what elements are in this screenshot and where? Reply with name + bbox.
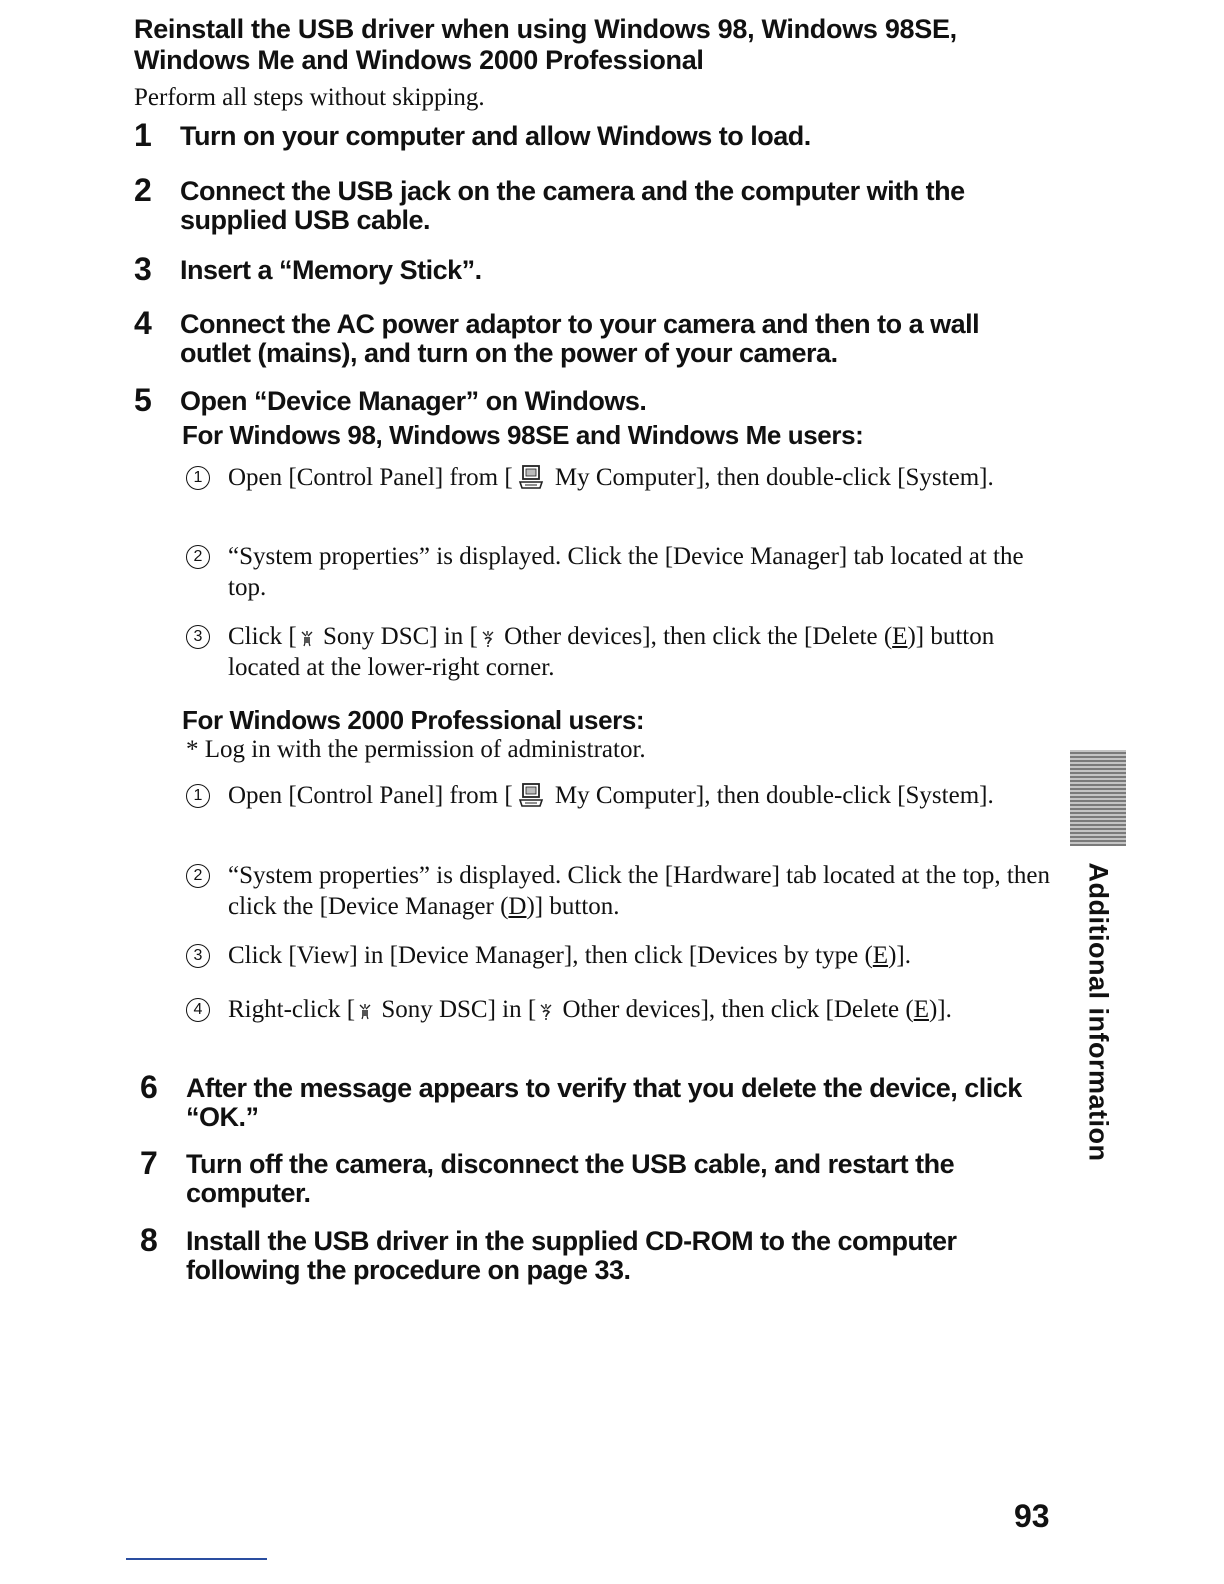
footer-rule [126,1558,267,1560]
circled-number: 2 [186,864,210,888]
step-4 [134,305,1034,368]
step-number: 4 [134,305,152,341]
step-number: 5 [134,382,152,418]
circled-number: 3 [186,944,210,968]
win2000-item-1 [186,780,1006,811]
win2000-item-2 [186,860,1056,922]
step-number: 1 [134,117,152,153]
text-part: Open [Control Panel] from [ [228,464,513,491]
win2000-item-3 [186,940,1056,971]
step-6 [140,1069,1070,1132]
step-7 [140,1145,1020,1208]
shortcut-key: E [913,996,929,1023]
step-number: 6 [140,1069,158,1105]
admin-note: * Log in with the permission of administrator. [186,736,646,763]
text-part: )]. [928,996,952,1023]
text-part: Click [ [228,623,297,650]
circled-number: 2 [186,545,210,569]
step-number: 7 [140,1145,158,1181]
text-part: Right-click [ [228,996,356,1023]
circled-number: 4 [186,998,210,1022]
device-icon [300,629,314,647]
shortcut-key: E [872,942,889,969]
my-computer-icon [517,464,545,490]
step-text: Turn on your computer and allow Windows to load. [180,121,811,151]
text-part: My Computer], then double-click [System]. [548,464,994,491]
step-text: Install the USB driver in the supplied CD-ROM to the computer following the procedure on page 33. [186,1226,957,1285]
text-part: Other devices], then click the [Delete ( [497,623,893,650]
device-icon [358,1002,372,1020]
step-text: Connect the USB jack on the camera and the computer with the supplied USB cable. [180,176,965,235]
step-number: 3 [134,251,152,287]
step-number: 8 [140,1222,158,1258]
step-text: Insert a “Memory Stick”. [180,255,482,285]
page-number: 93 [1014,1498,1050,1534]
section-tab-label: Additional information [1083,862,1114,1162]
text-part: My Computer], then double-click [System]. [548,782,994,809]
text-part: )]. [888,942,911,969]
text-part: Open [Control Panel] from [ [228,782,513,809]
item-text: “System properties” is displayed. Click the [Device Manager] tab located at the top. [228,543,1024,601]
other-devices-icon [481,629,495,647]
win2000-heading: For Windows 2000 Professional users: [182,705,645,735]
text-part: )] button located at the lower-right corner. [228,623,995,681]
item-text [228,780,1006,811]
section-tab-marker [1070,750,1126,846]
circled-number: 1 [186,466,210,490]
circled-number: 1 [186,784,210,808]
my-computer-icon [517,782,545,808]
shortcut-key: E [892,623,908,650]
item-text [228,940,1056,971]
text-part: “System properties” is displayed. Click the [Hardware] tab located at the top, then click the [Device Manager ( [228,862,1050,920]
step-text: Open “Device Manager” on Windows. [180,386,647,416]
win98-item-1 [186,462,1006,493]
step-text: Turn off the camera, disconnect the USB cable, and restart the computer. [186,1149,955,1208]
win98-heading: For Windows 98, Windows 98SE and Windows Me users: [182,420,864,450]
item-text [228,621,1006,683]
other-devices-icon [539,1002,553,1020]
step-3 [134,251,1064,287]
step-5 [134,382,1064,418]
item-text [228,860,1056,922]
item-text [228,462,1006,493]
win98-item-3 [186,621,1006,683]
circled-number: 3 [186,625,210,649]
win2000-item-4 [186,994,1056,1025]
section-title: Reinstall the USB driver when using Windows 98, Windows 98SE, Windows Me and Windows 2000 Professional [134,14,957,75]
intro-text: Perform all steps without skipping. [134,84,485,111]
item-text [228,994,1056,1025]
step-1 [134,117,1064,153]
win98-item-2 [186,541,1056,603]
shortcut-key: D [508,893,527,920]
text-part: Other devices], then click [Delete ( [556,996,914,1023]
text-part: Click [View] in [Device Manager], then click [Devices by type ( [228,942,873,969]
step-number: 2 [134,172,152,208]
text-part: )] button. [526,893,620,920]
step-8 [140,1222,1020,1285]
text-part: Sony DSC] in [ [316,623,478,650]
step-text: After the message appears to verify that you delete the device, click “OK.” [186,1073,1022,1132]
text-part: Sony DSC] in [ [375,996,537,1023]
step-2 [134,172,1014,235]
step-text: Connect the AC power adaptor to your camera and then to a wall outlet (mains), and turn on the power of your camera. [180,309,980,368]
